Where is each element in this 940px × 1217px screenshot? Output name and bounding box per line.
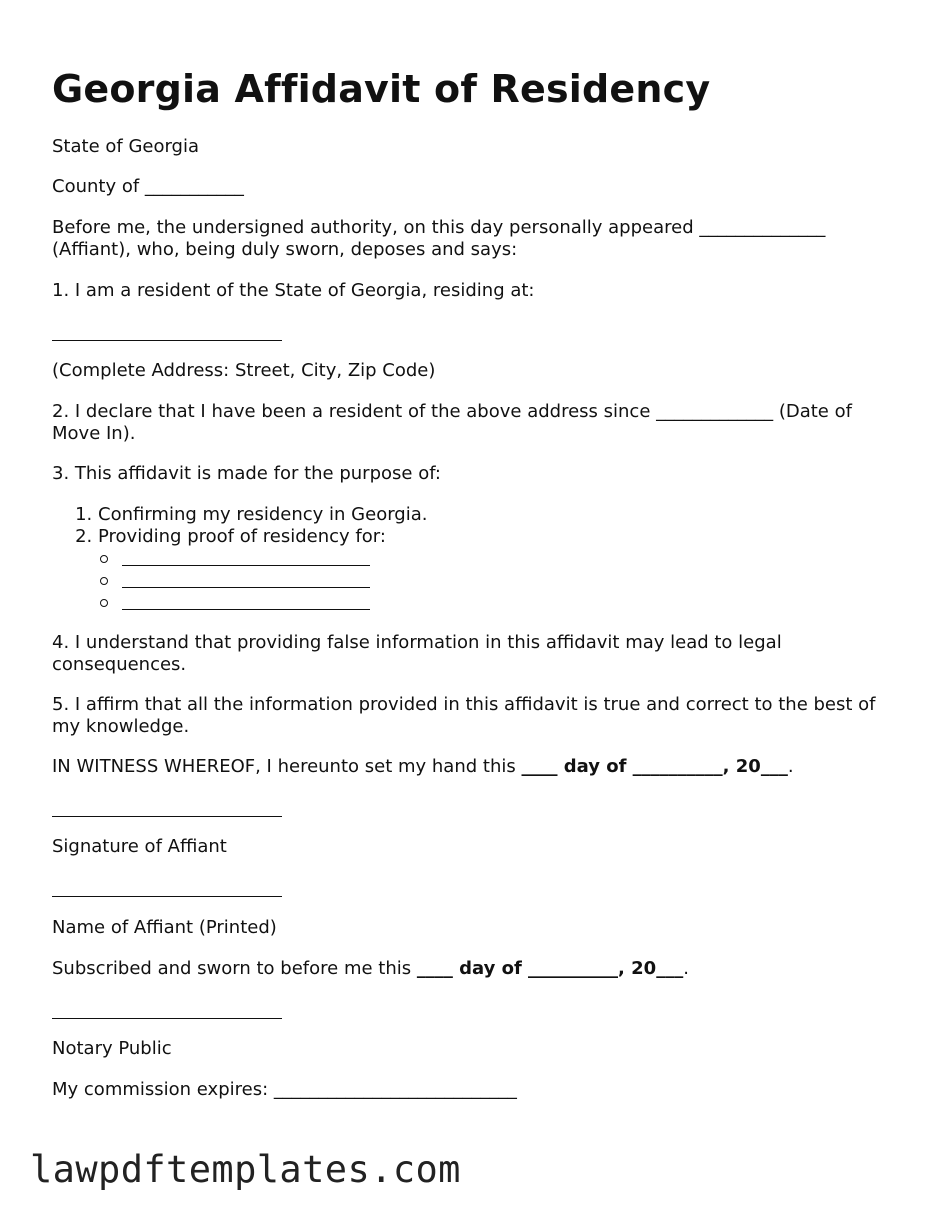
sworn-line <box>52 958 892 980</box>
notary-blank-line <box>52 1018 282 1019</box>
blank-line <box>122 587 370 588</box>
circle-bullet-icon <box>100 577 108 585</box>
notary-label: Notary Public <box>52 1038 172 1059</box>
sworn-suffix: . <box>683 958 689 979</box>
signature-blank-line <box>52 816 282 817</box>
item-3: 3. This affidavit is made for the purpose of: <box>52 463 441 484</box>
witness-line <box>52 756 892 778</box>
printed-name-label: Name of Affiant (Printed) <box>52 917 277 938</box>
item-2: 2. I declare that I have been a resident of the above address since _____________ (Date of Move In). <box>52 401 852 444</box>
sworn-date: ____ day of __________, 20___ <box>416 958 684 979</box>
purpose-blank-list <box>98 548 427 614</box>
signature-label: Signature of Affiant <box>52 836 227 857</box>
item-4: 4. I understand that providing false information in this affidavit may lead to legal consequences. <box>52 632 782 675</box>
commission-line: My commission expires: ___________________________ <box>52 1079 517 1100</box>
footer-brand: lawpdftemplates.com <box>30 1148 461 1191</box>
printed-name-blank-line <box>52 896 282 897</box>
address-hint: (Complete Address: Street, City, Zip Code) <box>52 360 436 381</box>
witness-suffix: . <box>787 756 794 777</box>
purpose-blank <box>122 548 427 570</box>
purpose-item: 1. Confirming my residency in Georgia. <box>98 504 427 526</box>
item-1: 1. I am a resident of the State of Georgia, residing at: <box>52 280 535 301</box>
item-5: 5. I affirm that all the information provided in this affidavit is true and correct to the best of my knowledge. <box>52 694 876 737</box>
address-blank-line <box>52 340 282 341</box>
document-title: Georgia Affidavit of Residency <box>52 67 711 111</box>
county-line: County of ___________ <box>52 176 244 197</box>
blank-line <box>122 609 370 610</box>
witness-date: ____ day of __________, 20___ <box>521 756 788 777</box>
state-line: State of Georgia <box>52 136 200 157</box>
purpose-item-label: Providing proof of residency for: <box>98 526 386 547</box>
purpose-blank <box>122 592 427 614</box>
purpose-item <box>98 526 427 614</box>
circle-bullet-icon <box>100 599 108 607</box>
purpose-blank <box>122 570 427 592</box>
witness-prefix: IN WITNESS WHEREOF, I hereunto set my hand this <box>52 756 522 777</box>
blank-line <box>122 565 370 566</box>
circle-bullet-icon <box>100 555 108 563</box>
purpose-list <box>52 504 427 614</box>
intro-paragraph: Before me, the undersigned authority, on this day personally appeared ______________ (Affiant), who, being duly sworn, deposes and says: <box>52 217 826 260</box>
sworn-prefix: Subscribed and sworn to before me this <box>52 958 417 979</box>
